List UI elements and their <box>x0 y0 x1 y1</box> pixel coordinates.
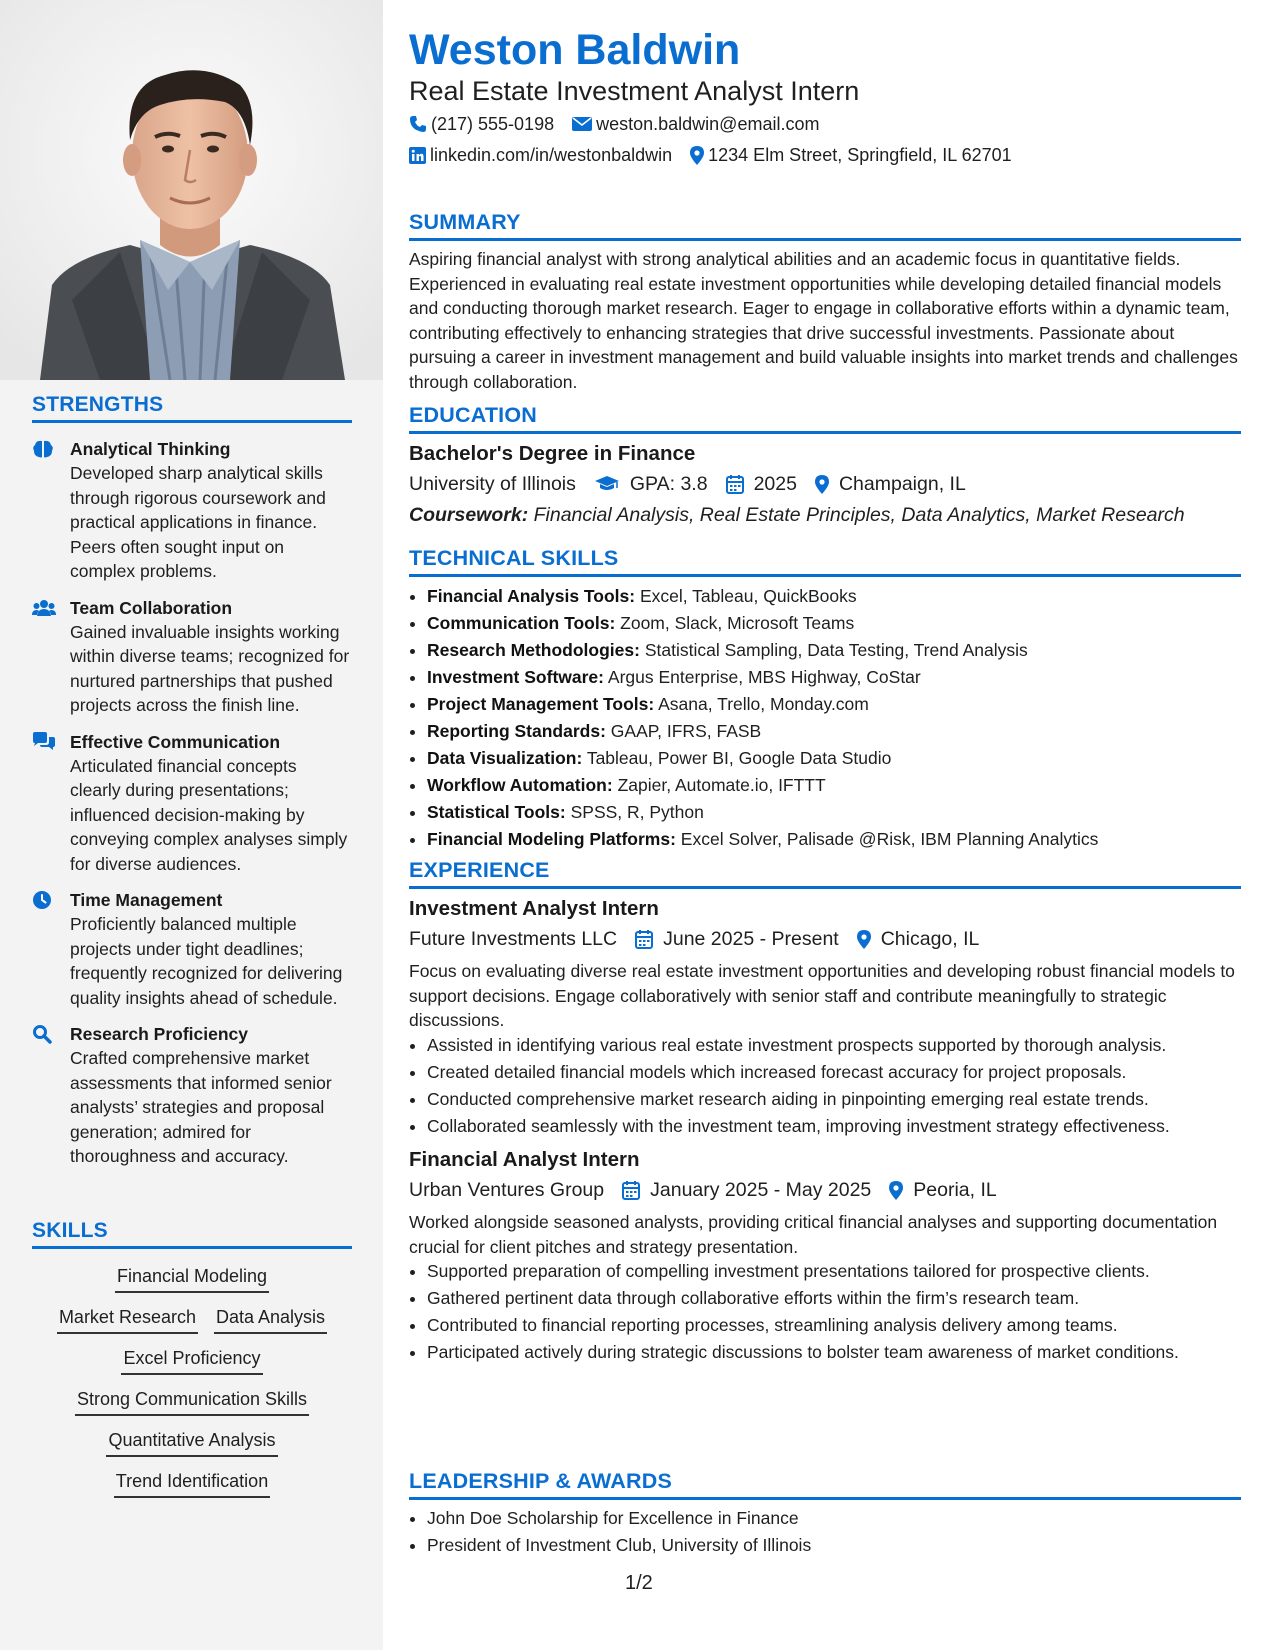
skill-tag: Market Research <box>57 1304 198 1334</box>
graduation-year: 2025 <box>753 473 797 495</box>
skill-tag: Strong Communication Skills <box>75 1386 309 1416</box>
candidate-name: Weston Baldwin <box>409 26 741 74</box>
leadership-title: LEADERSHIP & AWARDS <box>409 1469 1241 1500</box>
strength-text: Articulated financial concepts clearly during presentations; influenced decision-making by conveying complex analyses simply for diverse audiences. <box>70 755 348 874</box>
strength-item <box>32 730 352 877</box>
strength-title: Research Proficiency <box>70 1024 249 1044</box>
job-entry <box>409 1146 1241 1365</box>
calendar-icon <box>622 1180 640 1200</box>
calendar-icon <box>635 929 653 949</box>
tech-skill-item: • Financial Analysis Tools: Excel, Tableau, QuickBooks <box>427 583 1241 610</box>
job-meta <box>409 925 1241 953</box>
strength-text: Crafted comprehensive market assessments that informed senior analysts’ strategies and proposal generation; admired for thoroughness and accuracy. <box>70 1048 332 1166</box>
contact-line-1 <box>409 112 837 136</box>
address-text: 1234 Elm Street, Springfield, IL 62701 <box>708 145 1012 165</box>
job-meta <box>409 1176 1241 1204</box>
skill-tag: Trend Identification <box>114 1468 270 1498</box>
strength-item <box>32 437 352 584</box>
strength-text: Gained invaluable insights working within diverse teams; recognized for nurtured partnerships that pushed projects across the finish line. <box>70 621 350 715</box>
tech-skill-item: • Workflow Automation: Zapier, Automate.io, IFTTT <box>427 772 1241 799</box>
skill-tag: Quantitative Analysis <box>106 1427 277 1457</box>
job-location: Chicago, IL <box>880 928 980 950</box>
envelope-icon <box>572 116 592 132</box>
company-name: Future Investments LLC <box>409 928 618 950</box>
technical-skills-title: TECHNICAL SKILLS <box>409 546 1241 577</box>
job-bullet: • Contributed to financial reporting processes, streamlining analysis delivery among teams. <box>427 1313 1241 1338</box>
tech-skill-item: • Statistical Tools: SPSS, R, Python <box>427 799 1241 826</box>
linkedin-icon <box>409 147 426 164</box>
coursework <box>409 501 1241 529</box>
skills-section <box>32 1219 352 1498</box>
summary-text: Aspiring financial analyst with strong analytical abilities and an academic focus in quantitative fields. Experienced in evaluating real estate investment opportunities while developing detailed financial models and conducting thorough market research. Eager to engage in collaborative efforts within a dynamic team, contributing effectively to enhancing strategies that drive successful investments. Passionate about pursuing a career in investment management and build valuable insights into market trends and challenges through collaboration. <box>409 249 1238 392</box>
linkedin-contact[interactable] <box>409 143 672 167</box>
coursework-list: Financial Analysis, Real Estate Principles, Data Analytics, Market Research <box>533 504 1185 526</box>
experience-title: EXPERIENCE <box>409 858 1241 889</box>
degree: Bachelor's Degree in Finance <box>409 442 696 465</box>
education-location: Champaign, IL <box>838 473 966 495</box>
job-description: Focus on evaluating diverse real estate investment opportunities and developing robust financial models to support decisions. Engage collaboratively with senior staff and contribute meaningfully to strategic discussions. <box>409 961 1235 1030</box>
location-pin-icon <box>857 930 871 949</box>
skill-tag: Data Analysis <box>214 1304 327 1334</box>
strength-title: Team Collaboration <box>70 597 233 618</box>
job-dates: January 2025 - May 2025 <box>650 1179 872 1201</box>
address-contact <box>690 143 1012 167</box>
calendar-icon <box>726 474 744 494</box>
location-pin-icon <box>690 146 704 165</box>
location-pin-icon <box>815 475 829 494</box>
phone-contact[interactable] <box>409 112 554 136</box>
education-section <box>409 403 1241 529</box>
job-bullet: • Assisted in identifying various real estate investment prospects supported by thorough analysis. <box>427 1033 1241 1058</box>
coursework-label: Coursework: <box>409 504 529 526</box>
job-bullet: • Supported preparation of compelling investment presentations tailored for prospective clients. <box>427 1259 1241 1284</box>
profile-photo <box>0 0 383 380</box>
job-bullet: • Collaborated seamlessly with the investment team, improving investment strategy effectiveness. <box>427 1114 1241 1139</box>
summary-title: SUMMARY <box>409 210 1241 241</box>
sidebar <box>0 0 383 1650</box>
phone-text: (217) 555-0198 <box>431 114 555 134</box>
clock-icon <box>32 890 54 910</box>
job-bullet: • Created detailed financial models which increased forecast accuracy for project proposals. <box>427 1060 1241 1085</box>
strength-title: Analytical Thinking <box>70 439 231 459</box>
comments-icon <box>32 732 54 752</box>
tech-skill-item: • Research Methodologies: Statistical Sampling, Data Testing, Trend Analysis <box>427 637 1241 664</box>
strength-text: Proficiently balanced multiple projects under tight deadlines; frequently recognized for delivering quality insights ahead of schedule. <box>70 914 343 1008</box>
job-dates: June 2025 - Present <box>663 928 839 950</box>
tech-skill-item: • Communication Tools: Zoom, Slack, Microsoft Teams <box>427 610 1241 637</box>
job-title: Real Estate Investment Analyst Intern <box>409 76 860 106</box>
strength-title: Effective Communication <box>70 731 281 752</box>
technical-skills-section <box>409 546 1241 853</box>
award-item: • President of Investment Club, University of Illinois <box>427 1533 1241 1558</box>
skills-title: SKILLS <box>32 1219 352 1249</box>
company-name: Urban Ventures Group <box>409 1179 605 1201</box>
email-text: weston.baldwin@email.com <box>596 114 820 134</box>
email-contact[interactable] <box>572 112 819 136</box>
brain-icon <box>32 439 54 459</box>
job-bullet: • Participated actively during strategic discussions to bolster team awareness of market conditions. <box>427 1340 1241 1365</box>
tech-skill-item: • Data Visualization: Tableau, Power BI, Google Data Studio <box>427 745 1241 772</box>
award-item: • John Doe Scholarship for Excellence in Finance <box>427 1506 1241 1531</box>
job-entry <box>409 895 1241 1138</box>
tech-skill-item: • Project Management Tools: Asana, Trello, Monday.com <box>427 691 1241 718</box>
skill-tag: Excel Proficiency <box>121 1345 262 1375</box>
skill-tag: Financial Modeling <box>115 1263 269 1293</box>
job-bullet: • Gathered pertinent data through collaborative efforts within the firm’s research team. <box>427 1286 1241 1311</box>
job-role: Investment Analyst Intern <box>409 897 659 920</box>
job-description: Worked alongside seasoned analysts, providing critical financial analyses and supporting documentation crucial for client pitches and strategy presentation. <box>409 1212 1218 1257</box>
strength-item <box>32 1022 352 1169</box>
linkedin-text: linkedin.com/in/westonbaldwin <box>430 145 673 165</box>
summary-section <box>409 210 1241 394</box>
strength-title: Time Management <box>70 890 223 910</box>
job-location: Peoria, IL <box>913 1179 997 1201</box>
school-name: University of Illinois <box>409 473 576 495</box>
contact-line-2 <box>409 143 1030 167</box>
gpa: GPA: 3.8 <box>629 473 708 495</box>
job-role: Financial Analyst Intern <box>409 1148 640 1171</box>
strength-text: Developed sharp analytical skills through rigorous coursework and practical applications in finance. Peers often sought input on complex problems. <box>70 463 326 581</box>
job-bullet: • Conducted comprehensive market research aiding in pinpointing emerging real estate trends. <box>427 1087 1241 1112</box>
education-title: EDUCATION <box>409 403 1241 434</box>
strength-item <box>32 888 352 1010</box>
tech-skill-item: • Financial Modeling Platforms: Excel Solver, Palisade @Risk, IBM Planning Analytics <box>427 826 1241 853</box>
users-icon <box>32 598 54 618</box>
education-meta <box>409 470 1241 498</box>
experience-section <box>409 858 1241 1367</box>
strength-item <box>32 596 352 718</box>
tech-skill-item: • Investment Software: Argus Enterprise, MBS Highway, CoStar <box>427 664 1241 691</box>
phone-icon <box>409 115 427 133</box>
graduation-cap-icon <box>594 475 620 493</box>
strengths-title: STRENGTHS <box>32 393 352 423</box>
location-pin-icon <box>889 1181 903 1200</box>
tech-skill-item: • Reporting Standards: GAAP, IFRS, FASB <box>427 718 1241 745</box>
strengths-section <box>32 393 352 1169</box>
page-number: 1/2 <box>625 1572 653 1594</box>
search-icon <box>32 1024 54 1044</box>
leadership-section <box>409 1469 1241 1560</box>
